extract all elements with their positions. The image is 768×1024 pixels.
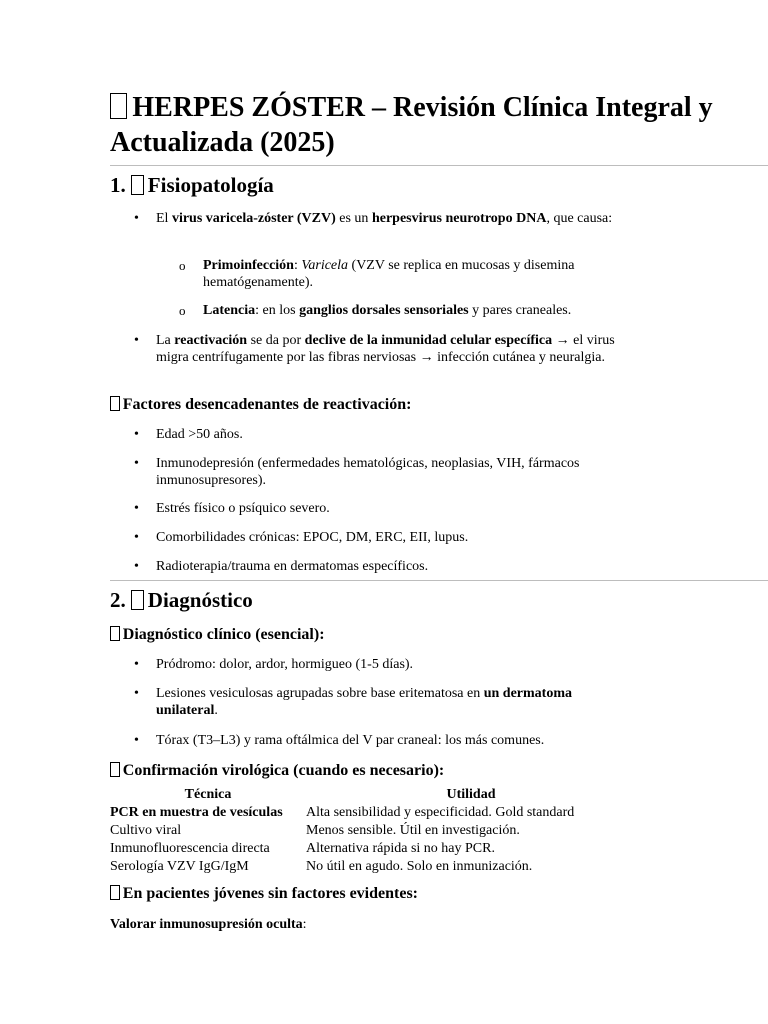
bold-text: Primoinfección	[203, 258, 294, 273]
missing-glyph-icon	[110, 93, 127, 120]
missing-glyph-icon	[110, 396, 120, 411]
column-header: Técnica	[184, 787, 232, 802]
column-header: Utilidad	[446, 787, 496, 802]
table-row	[110, 840, 636, 858]
text: , que causa:	[546, 211, 613, 226]
subheading-text: En pacientes jóvenes sin factores evidentes:	[122, 885, 419, 902]
sub-list-item	[203, 302, 643, 319]
paragraph	[110, 916, 307, 933]
techniques-table	[110, 786, 636, 876]
subheading-factores	[110, 395, 411, 415]
bold-text: herpesvirus neurotropo DNA	[371, 211, 547, 226]
bold-text: un dermatoma unilateral	[156, 686, 573, 718]
table-row	[110, 858, 636, 876]
text: :	[302, 917, 307, 932]
section-title: Fisiopatología	[147, 173, 274, 197]
subheading-jovenes	[110, 884, 418, 904]
table-cell	[110, 804, 306, 822]
bold-text: ganglios dorsales sensoriales	[299, 303, 469, 318]
bold-text: Valorar inmunosupresión oculta	[110, 917, 303, 932]
table-cell: No útil en agudo. Solo en inmunización.	[306, 859, 533, 874]
italic-text: Varicela	[301, 258, 349, 273]
section-number: 2.	[110, 588, 126, 612]
list-item: • Inmunodepresión (enfermedades hematológicas, neoplasias, VIH, fármacos inmunosupresores).	[156, 455, 636, 489]
table-cell: Alternativa rápida si no hay PCR.	[306, 841, 495, 856]
table-cell: Menos sensible. Útil en investigación.	[306, 823, 520, 838]
missing-glyph-icon	[110, 626, 120, 641]
sub-list-item	[203, 257, 643, 291]
divider	[110, 580, 768, 581]
table-row	[110, 804, 636, 822]
table-row	[110, 822, 636, 840]
missing-glyph-icon	[131, 590, 144, 610]
list-item: • Edad >50 años.	[156, 426, 636, 443]
section-heading-fisiopatologia	[110, 172, 274, 198]
text: se da por	[247, 333, 305, 348]
section-heading-diagnostico	[110, 587, 253, 613]
list-item	[156, 685, 636, 719]
bold-text: PCR en muestra de vesículas	[110, 805, 283, 820]
list-item	[156, 332, 636, 366]
bold-text: declive de la inmunidad celular específica	[304, 333, 553, 348]
section-title: Diagnóstico	[147, 588, 253, 612]
divider	[110, 165, 768, 166]
table-cell: Cultivo viral	[110, 823, 182, 838]
subheading-text: Diagnóstico clínico (esencial):	[122, 626, 325, 643]
missing-glyph-icon	[110, 885, 120, 900]
missing-glyph-icon	[131, 175, 144, 195]
text: y pares craneales.	[468, 303, 572, 318]
subheading-virologica	[110, 761, 444, 781]
bold-text: virus varicela-zóster (VZV)	[171, 211, 336, 226]
text: → el virus migra centrífugamente por las fibras nerviosas → infección cutánea y neuralgia.	[156, 333, 615, 365]
bold-text: Latencia	[203, 303, 256, 318]
subheading-text: Factores desencadenantes de reactivación:	[122, 396, 412, 413]
text: La	[156, 333, 175, 348]
text: (VZV se replica en mucosas y disemina hematógenamente).	[203, 258, 575, 290]
text: : en los	[255, 303, 300, 318]
text: es un	[335, 211, 372, 226]
table-cell: Inmunofluorescencia directa	[110, 841, 270, 856]
text: :	[293, 258, 302, 273]
text: .	[214, 703, 218, 718]
list-item	[156, 210, 636, 227]
table-cell: Serología VZV IgG/IgM	[110, 859, 249, 874]
table-cell: Alta sensibilidad y especificidad. Gold standard	[306, 805, 575, 820]
list-item: • Comorbilidades crónicas: EPOC, DM, ERC, EII, lupus.	[156, 529, 636, 546]
title-text: HERPES ZÓSTER – Revisión Clínica Integral y Actualizada (2025)	[110, 92, 713, 158]
list-item: • Radioterapia/trauma en dermatomas específicos.	[156, 558, 636, 575]
text: Lesiones vesiculosas agrupadas sobre base eritematosa en	[156, 686, 484, 701]
list-item: • Estrés físico o psíquico severo.	[156, 500, 636, 517]
list-item: • Pródromo: dolor, ardor, hormigueo (1-5 días).	[156, 656, 636, 673]
table-header-row	[110, 786, 636, 804]
section-number: 1.	[110, 173, 126, 197]
page-title	[110, 90, 750, 160]
subheading-text: Confirmación virológica (cuando es necesario):	[122, 762, 445, 779]
subheading-clinico	[110, 625, 325, 645]
list-item: • Tórax (T3–L3) y rama oftálmica del V par craneal: los más comunes.	[156, 732, 636, 749]
bold-text: reactivación	[174, 333, 248, 348]
text: El	[156, 211, 172, 226]
missing-glyph-icon	[110, 762, 120, 777]
